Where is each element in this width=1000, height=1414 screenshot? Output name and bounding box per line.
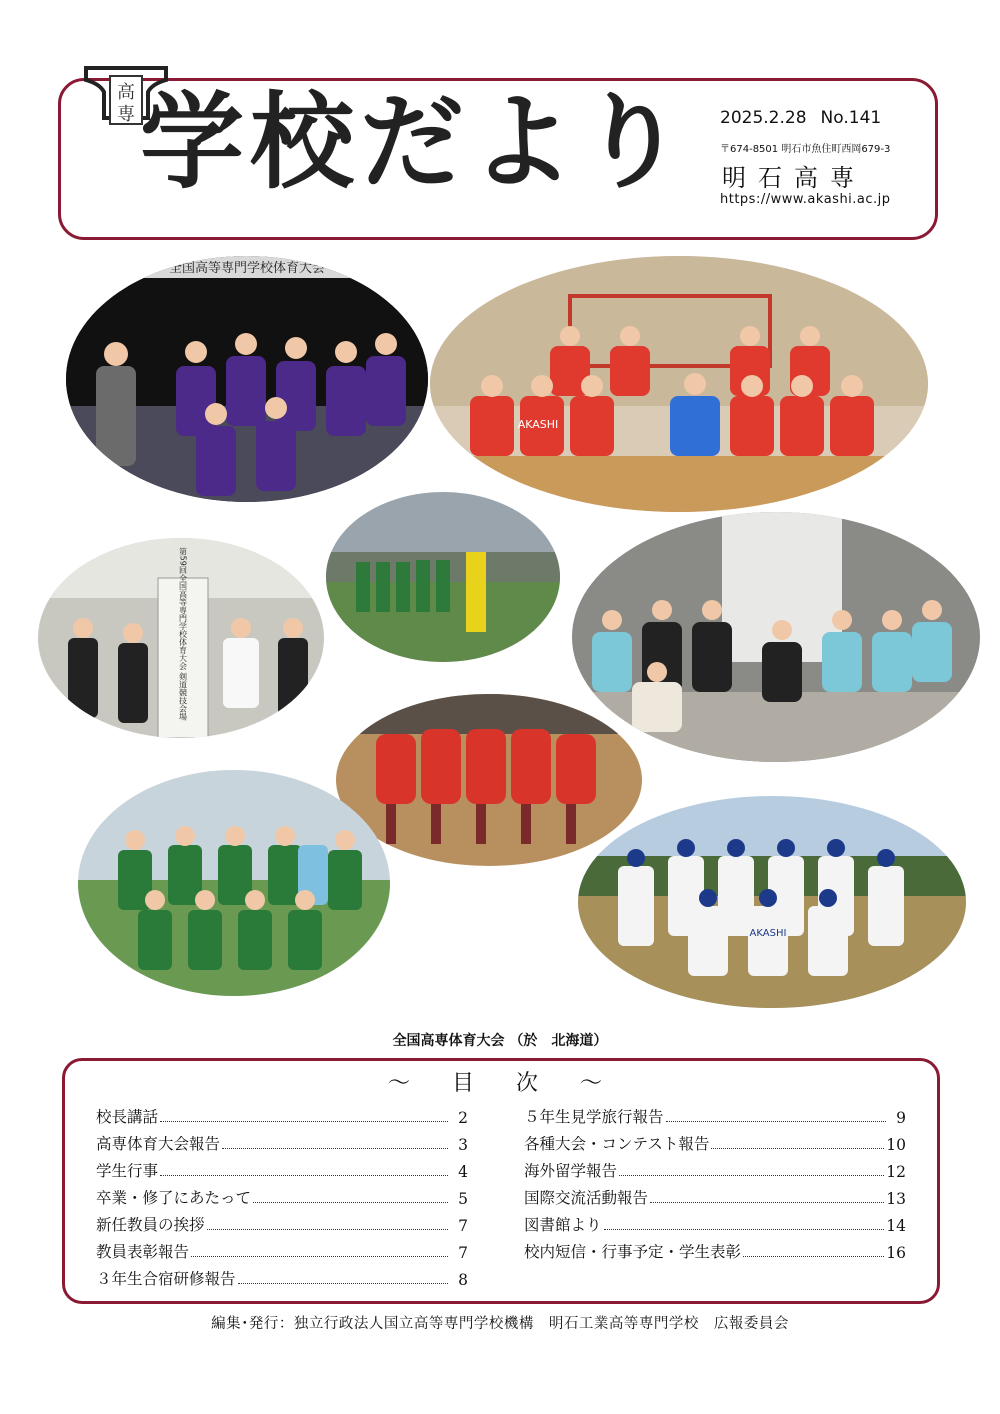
- toc-entry-page: 13: [886, 1190, 906, 1208]
- toc-entry-label: 図書館より: [524, 1216, 602, 1234]
- toc-entry-label: 国際交流活動報告: [524, 1189, 649, 1207]
- toc-entry-label: 教員表彰報告: [96, 1243, 190, 1261]
- svg-text:高: 高: [117, 82, 135, 103]
- photo-badminton-team: [66, 256, 428, 502]
- toc-entry-label: ５年生見学旅行報告: [524, 1108, 664, 1126]
- toc-entry[interactable]: [96, 1208, 468, 1235]
- toc-entry[interactable]: [96, 1235, 468, 1262]
- photo-baseball-team: [578, 796, 966, 1008]
- photo-soccer-team: [78, 770, 390, 996]
- toc-entry-page: 9: [896, 1109, 906, 1127]
- toc-entry-page: 8: [458, 1271, 468, 1289]
- toc-entry-page: 12: [886, 1163, 906, 1181]
- toc-entry-page: 5: [458, 1190, 468, 1208]
- toc-entry[interactable]: [96, 1154, 468, 1181]
- toc-entry-page: 4: [458, 1163, 468, 1181]
- toc-entry-page: 3: [458, 1136, 468, 1154]
- toc-entry-label: 校内短信・行事予定・学生表彰: [524, 1243, 742, 1261]
- toc-leader-dots: [666, 1121, 886, 1122]
- toc-left-column: [96, 1100, 468, 1289]
- toc-leader-dots: [711, 1148, 884, 1149]
- toc-entry[interactable]: [524, 1127, 906, 1154]
- toc-entry[interactable]: [524, 1154, 906, 1181]
- jersey-text: AKASHI: [517, 418, 559, 431]
- toc-entry-page: 16: [886, 1244, 906, 1262]
- toc-entry-page: 2: [458, 1109, 468, 1127]
- toc-entry[interactable]: [96, 1100, 468, 1127]
- toc-leader-dots: [160, 1121, 448, 1122]
- toc-entry[interactable]: [524, 1235, 906, 1262]
- toc-leader-dots: [253, 1202, 448, 1203]
- toc-leader-dots: [222, 1148, 448, 1149]
- toc-entry[interactable]: [524, 1181, 906, 1208]
- toc-entry-page: 7: [458, 1244, 468, 1262]
- banner-text: 全国高等専門学校体育大会: [168, 261, 326, 276]
- toc-entry[interactable]: [96, 1181, 468, 1208]
- photo-kendo-team: [38, 538, 324, 738]
- toc-entry[interactable]: [96, 1262, 468, 1289]
- toc-leader-dots: [619, 1175, 884, 1176]
- toc-entry[interactable]: [524, 1100, 906, 1127]
- photo-badminton-group: [572, 512, 980, 762]
- toc-entry-label: 各種大会・コンテスト報告: [524, 1135, 710, 1153]
- school-address: 〒674-8501 明石市魚住町西岡679-3: [720, 144, 891, 155]
- toc-leader-dots: [604, 1229, 885, 1230]
- toc-leader-dots: [160, 1175, 448, 1176]
- toc-leader-dots: [743, 1256, 884, 1257]
- svg-text:専: 専: [117, 104, 135, 125]
- publisher-footer: 編集･発行：独立行政法人国立高等専門学校機構 明石工業高等専門学校 広報委員会: [211, 1316, 789, 1332]
- toc-entry-label: 海外留学報告: [524, 1162, 618, 1180]
- toc-title: 〜 目 次 〜: [387, 1071, 612, 1096]
- toc-leader-dots: [207, 1229, 448, 1230]
- toc-entry[interactable]: [96, 1127, 468, 1154]
- photo-caption: 全国高専体育大会 （於 北海道）: [392, 1033, 608, 1049]
- toc-entry[interactable]: [524, 1208, 906, 1235]
- toc-entry-label: 校長講話: [96, 1108, 159, 1126]
- toc-right-column: [524, 1100, 906, 1262]
- photo-soccer-lineup: [326, 492, 560, 662]
- toc-entry-label: 学生行事: [96, 1162, 159, 1180]
- kendo-sign: 第59回全国高等専門学校体育大会 剣道競技会場: [178, 547, 188, 721]
- toc-entry-page: 14: [886, 1217, 906, 1235]
- newsletter-title: 学校だより: [140, 80, 691, 203]
- issue-line: [720, 108, 881, 128]
- toc-entry-page: 10: [886, 1136, 906, 1154]
- baseball-jersey-text: AKASHI: [749, 928, 787, 939]
- school-url[interactable]: https://www.akashi.ac.jp: [720, 192, 891, 207]
- toc-entry-label: 卒業・修了にあたって: [96, 1189, 252, 1207]
- toc-leader-dots: [238, 1283, 448, 1284]
- photo-handball-huddle: [336, 694, 642, 866]
- issue-number: No.141: [820, 108, 882, 128]
- toc-leader-dots: [191, 1256, 448, 1257]
- toc-entry-label: ３年生合宿研修報告: [96, 1270, 236, 1288]
- toc-leader-dots: [650, 1202, 884, 1203]
- toc-entry-label: 高専体育大会報告: [96, 1135, 221, 1153]
- toc-entry-page: 7: [458, 1217, 468, 1235]
- issue-date: 2025.2.28: [720, 108, 807, 128]
- school-name: 明石高専: [722, 164, 866, 192]
- photo-handball-team: [430, 256, 928, 512]
- toc-entry-label: 新任教員の挨拶: [96, 1216, 205, 1234]
